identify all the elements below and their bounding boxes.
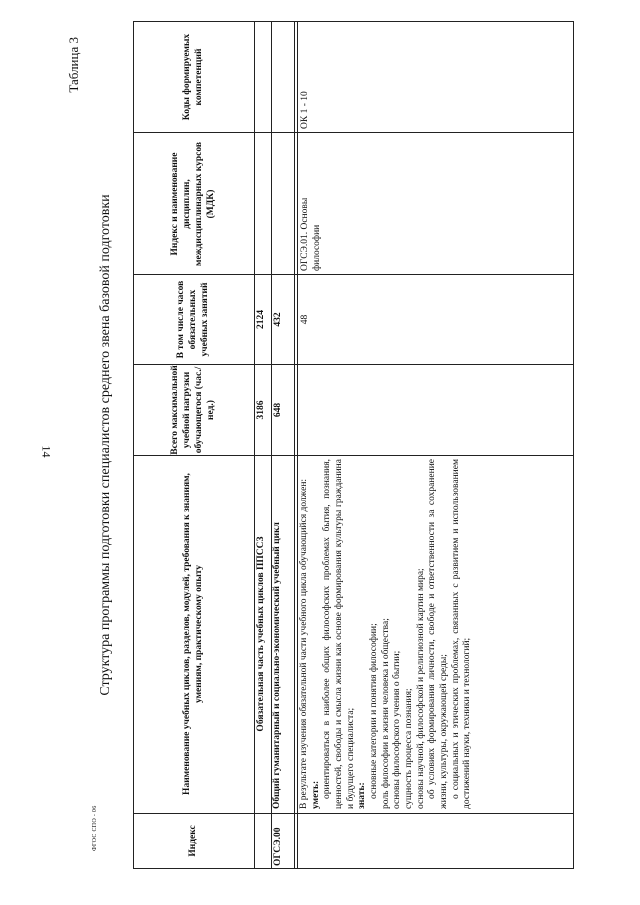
header-max-load: Всего максимальной учебной нагрузки обучающегося (час./нед.) — [170, 365, 216, 455]
mandatory-part-hours: 2124 — [256, 310, 266, 329]
mandatory-part-label: Обязательная часть учебных циклов ППССЗ — [256, 536, 266, 732]
rotated-sheet — [62, 21, 578, 869]
course-requirements — [299, 459, 571, 809]
znat-item: роль философии в жизни человека и общества; — [380, 618, 391, 809]
structure-table — [133, 21, 574, 869]
znat-item: сущность процесса познания; — [404, 688, 415, 809]
header-index: Индекс — [188, 825, 199, 857]
znat-item: основы философского учения о бытии; — [392, 650, 403, 809]
znat-label: знать: — [357, 782, 368, 809]
znat-item: об условиях формирования личности, свободе и ответственности за сохранение жизни, культуры, окружающей среды; — [427, 459, 450, 809]
znat-item: основы научной, философской и религиозной картин мира; — [415, 568, 426, 809]
umet-label: уметь: — [310, 780, 321, 809]
course-discipline: ОГСЭ.01. Основы философии — [300, 197, 322, 271]
znat-item: основные категории и понятия философии; — [369, 623, 380, 799]
mandatory-part-max-load: 3186 — [256, 400, 266, 420]
header-name: Наименование учебных циклов, разделов, модулей, требования к знаниям, умениям, практическому опыту — [182, 473, 204, 795]
course-intro: В результате изучения обязательной части учебного цикла обучающийся должен: — [299, 478, 309, 809]
ogse-index: ОГСЭ.00 — [273, 827, 283, 866]
table-label: Таблица 3 — [66, 37, 81, 93]
header-competencies: Коды формируемых компетенций — [182, 33, 204, 121]
ogse-max-load: 648 — [273, 402, 283, 418]
header-discipline: Индекс и наименование дисциплин, междисциплинарных курсов (МДК) — [170, 141, 216, 267]
page-number: 14 — [39, 445, 54, 458]
umet-text: ориентироваться в наиболее общих философских проблемах бытия, познания, ценностей, свободы и смысла жизни как основе формирования культуры гражданина и будущего специалиста; — [322, 459, 356, 809]
ogse-name: Общий гуманитарный и социально-экономический учебный цикл — [272, 522, 282, 809]
course-competencies: ОК 1 - 10 — [300, 91, 310, 129]
ogse-hours: 432 — [273, 312, 283, 327]
header-mandatory: В том числе часов обязательных учебных занятий — [176, 280, 210, 359]
course-hours: 48 — [300, 314, 310, 325]
table-title: Структура программы подготовки специалистов среднего звена базовой подготовки — [98, 194, 113, 696]
footer-code: ФГОС СПО - 06 — [92, 805, 98, 851]
znat-item: о социальных и этических проблемах, связанных с развитием и использованием достижений науки, техники и технологий; — [450, 459, 473, 809]
